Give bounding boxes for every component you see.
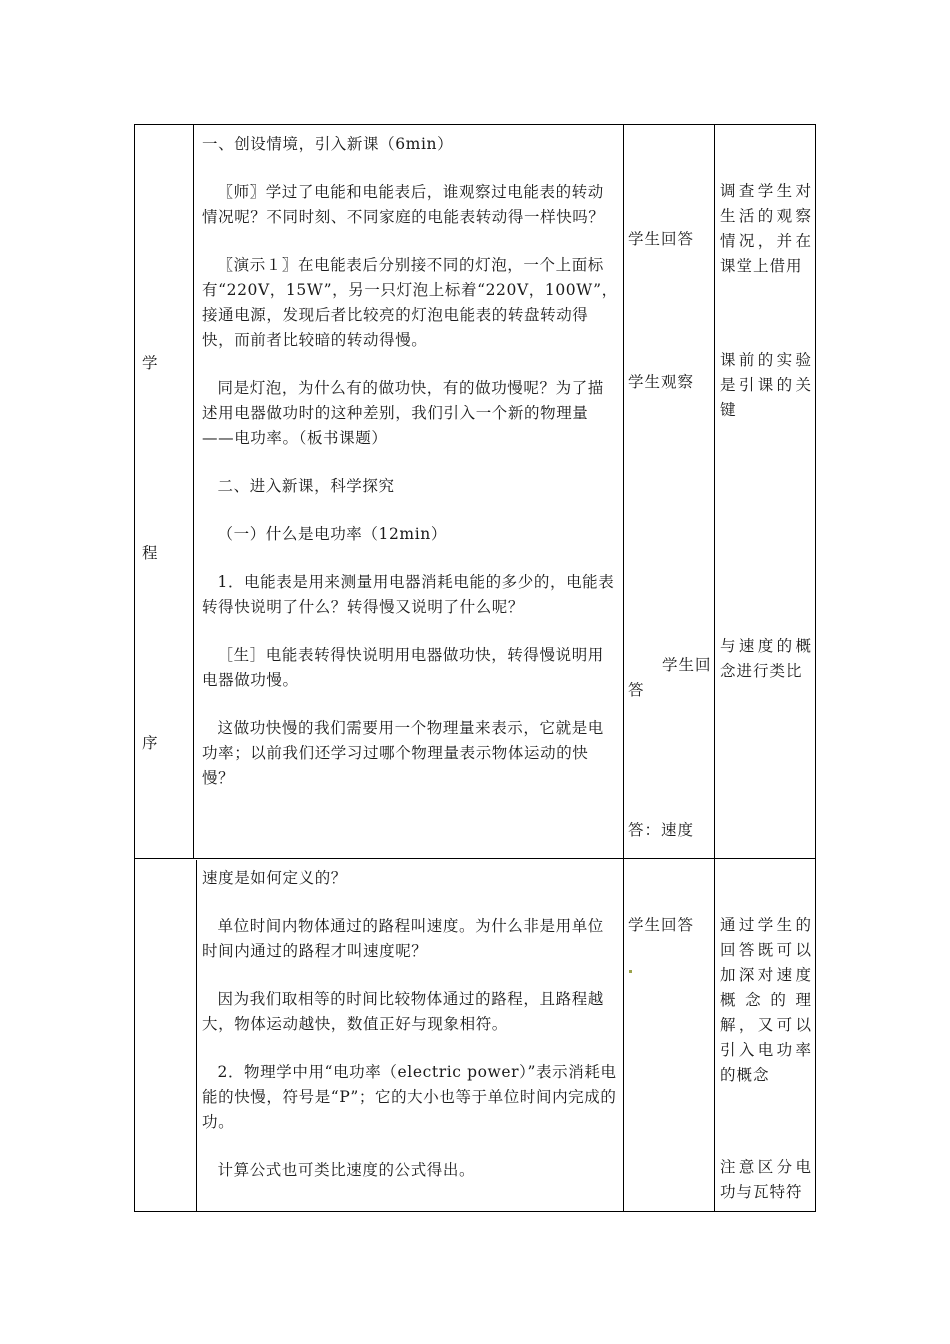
demo-1: 〖演示１〗在电能表后分别接不同的灯泡，一个上面标有“220V，15W”，另一只灯泡上标着“220V，100W”，接通电源，发现后者比较亮的灯泡电能表的转盘转动得快，而前者比较暗的转动得慢。 — [202, 256, 618, 349]
student-activity-1: 学生回答 — [628, 230, 695, 248]
section1-main-text — [202, 132, 618, 791]
paragraph-speed: 这做功快慢的我们需要用一个物理量来表示，它就是电功率；以前我们还学习过哪个物理量表示物体运动的快慢？ — [202, 719, 604, 787]
item-2-electric-power: 2．物理学中用“电功率（electric power）”表示消耗电能的快慢，符号是“P”；它的大小也等于单位时间内完成的功。 — [202, 1063, 617, 1131]
col-divider-1 — [193, 125, 194, 858]
design-note-2: 课前的实验是引课的关键 — [720, 351, 812, 419]
left-label-char: 程 — [142, 544, 158, 562]
question-speed-definition: 速度是如何定义的？ — [202, 869, 347, 887]
student-activity-2: 学生观察 — [628, 373, 695, 391]
question-1: 1．电能表是用来测量用电器消耗电能的多少的，电能表转得快说明了什么？转得慢又说明了什么呢？ — [202, 573, 615, 616]
paragraph-reason: 因为我们取相等的时间比较物体通过的路程，且路程越大，物体运动越快，数值正好与现象相符。 — [202, 990, 604, 1033]
design-note-1: 调查学生对生活的观察情况，并在课堂上借用 — [720, 182, 812, 275]
row-divider — [135, 858, 815, 859]
heading-what-is-power: （一）什么是电功率（12min） — [217, 525, 447, 543]
design-note-s2-1: 通过学生的回答既可以加深对速度概念的理解，又可以引入电功率的概念 — [720, 916, 812, 1084]
col-divider-3 — [714, 125, 715, 1212]
heading-new-lesson: 二、进入新课，科学探究 — [217, 477, 395, 495]
student-activity-s2: 学生回答 — [628, 916, 695, 934]
col-divider-1b — [196, 860, 197, 1212]
left-label-char: 序 — [142, 734, 158, 752]
student-activity-3b: 答 — [628, 681, 645, 699]
teacher-question: 〖师〗学过了电能和电能表后，谁观察过电能表的转动情况呢？不同时刻、不同家庭的电能表转动得一样快吗？ — [202, 183, 605, 226]
paragraph-formula: 计算公式也可类比速度的公式得出。 — [217, 1161, 476, 1179]
design-note-3: 与速度的概念进行类比 — [720, 637, 812, 680]
heading-intro: 一、创设情境，引入新课（6min） — [202, 135, 454, 153]
stray-mark — [629, 970, 632, 973]
paragraph-definition: 单位时间内物体通过的路程叫速度。为什么非是用单位时间内通过的路程才叫速度呢？ — [202, 917, 604, 960]
lesson-plan-table — [134, 124, 816, 1212]
student-answer: ［生］电能表转得快说明用电器做功快，转得慢说明用电器做功慢。 — [202, 646, 604, 689]
paragraph-lamp: 同是灯泡，为什么有的做功快，有的做功慢呢？为了描述用电器做功时的这种差别，我们引入一个新的物理量——电功率。（板书课题） — [202, 379, 604, 447]
section2-main-text — [202, 866, 618, 1183]
left-label-char: 学 — [142, 354, 158, 372]
student-answer-speed: 答：速度 — [628, 821, 695, 839]
student-activity-3a: 学生回 — [662, 656, 712, 674]
col-divider-2 — [623, 125, 624, 1212]
design-note-s2-2: 注意区分电功与瓦特符 — [720, 1158, 812, 1201]
